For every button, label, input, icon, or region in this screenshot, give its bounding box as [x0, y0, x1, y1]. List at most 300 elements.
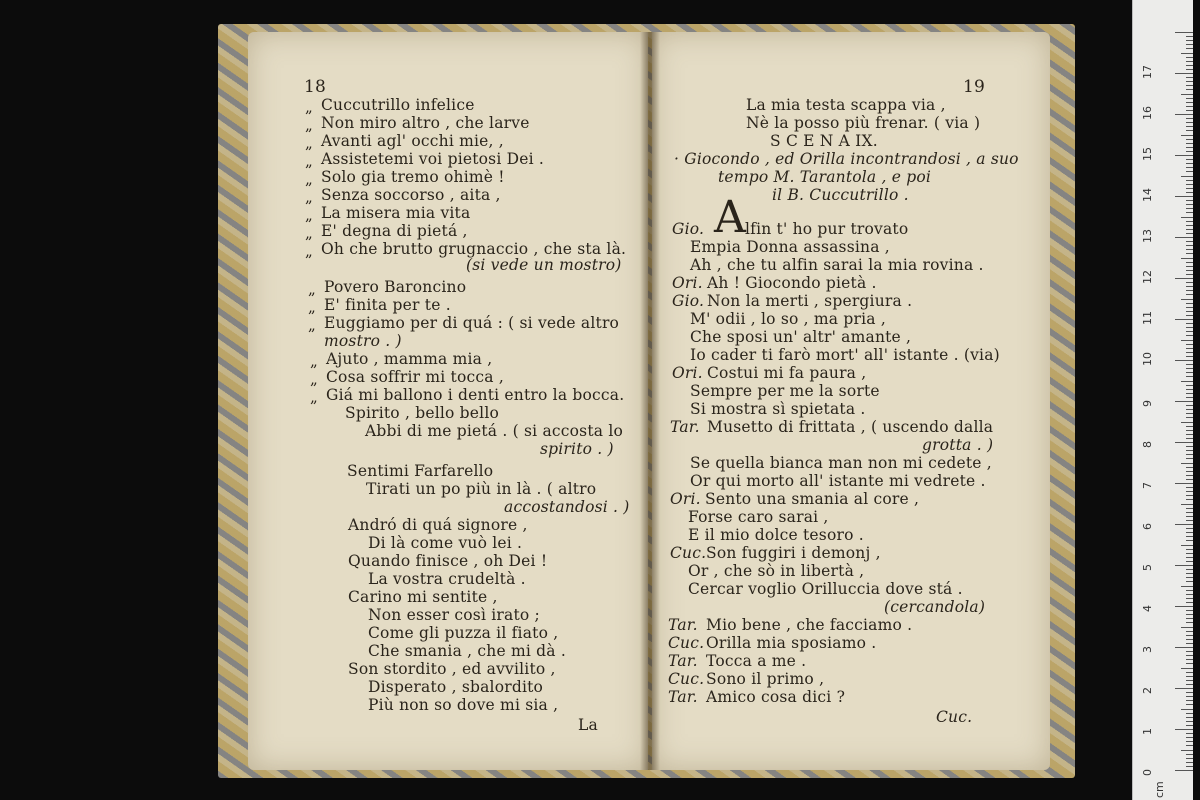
ruler-tick: [1186, 282, 1193, 283]
ruler-tick: [1186, 520, 1193, 521]
ruler-number: 4: [1141, 605, 1154, 612]
right-page-text-line: Or qui morto all' istante mi vedrete .: [690, 472, 986, 490]
ruler-tick: [1186, 491, 1193, 492]
ruler-number: 10: [1141, 352, 1154, 366]
ruler-tick: [1186, 516, 1193, 517]
ruler-tick: [1186, 663, 1193, 664]
ruler-tick: [1186, 721, 1193, 722]
ruler-tick: [1186, 540, 1193, 541]
ruler-tick: [1186, 200, 1193, 201]
ruler-tick: [1186, 704, 1193, 705]
right-page-text-line: Sono il primo ,: [706, 670, 825, 688]
right-page-text-line: Tar.: [668, 688, 698, 706]
right-page-text-line: (cercandola): [884, 598, 986, 616]
ruler-tick: [1181, 504, 1193, 505]
ruler-tick: [1186, 733, 1193, 734]
ruler-tick: [1186, 446, 1193, 447]
ruler-tick: [1186, 643, 1193, 644]
left-page-text-line: Che smania , che mi dà .: [368, 642, 566, 660]
ruler-tick: [1186, 672, 1193, 673]
ruler-tick: [1186, 364, 1193, 365]
ruler-tick: [1186, 376, 1193, 377]
left-page-quote-mark: „: [305, 206, 313, 224]
ruler-tick: [1186, 610, 1193, 611]
ruler-tick: [1186, 262, 1193, 263]
left-page-text-line: Assistetemi voi pietosi Dei .: [321, 150, 545, 168]
left-page-text-line: Quando finisce , oh Dei !: [348, 552, 548, 570]
ruler-tick: [1186, 241, 1193, 242]
ruler-tick: [1186, 147, 1193, 148]
ruler-tick: [1175, 155, 1193, 156]
ruler-tick: [1186, 290, 1193, 291]
ruler-tick: [1186, 745, 1193, 746]
ruler-tick: [1175, 565, 1193, 566]
ruler-tick: [1186, 758, 1193, 759]
ruler-tick: [1186, 204, 1193, 205]
ruler-tick: [1186, 762, 1193, 763]
ruler-tick: [1186, 61, 1193, 62]
ruler-tick: [1175, 770, 1193, 771]
left-page-quote-mark: „: [308, 298, 316, 316]
ruler-tick: [1186, 286, 1193, 287]
ruler-tick: [1186, 184, 1193, 185]
left-page-text-line: Ajuto , mamma mia ,: [326, 350, 493, 368]
ruler-tick: [1186, 508, 1193, 509]
ruler-number: 15: [1141, 147, 1154, 161]
ruler-tick: [1186, 651, 1193, 652]
ruler-tick: [1186, 561, 1193, 562]
ruler-tick: [1186, 700, 1193, 701]
left-page-text-line: E' degna di pietá ,: [321, 222, 468, 240]
ruler-tick: [1186, 167, 1193, 168]
ruler-tick: [1186, 397, 1193, 398]
ruler-tick: [1175, 196, 1193, 197]
left-page-text-line: accostandosi . ): [504, 498, 630, 516]
left-page-text-line: La: [578, 716, 598, 734]
right-page-text-line: Cuc.: [936, 708, 973, 726]
ruler-tick: [1186, 126, 1193, 127]
ruler-tick: [1186, 532, 1193, 533]
left-page-text-line: Più non so dove mi sia ,: [368, 696, 559, 714]
ruler-tick: [1186, 557, 1193, 558]
book-gutter: [640, 32, 660, 770]
ruler-tick: [1186, 659, 1193, 660]
ruler-tick: [1175, 401, 1193, 402]
right-page-text-line: Amico cosa dici ?: [706, 688, 846, 706]
ruler-tick: [1175, 278, 1193, 279]
left-page-text-line: Abbi di me pietá . ( si accosta lo: [365, 422, 624, 440]
ruler-tick: [1186, 713, 1193, 714]
right-page-text-line: il B. Cuccutrillo .: [772, 186, 909, 204]
left-page-text-line: Tirati un po più in là . ( altro: [366, 480, 597, 498]
left-page-text-line: La vostra crudeltà .: [368, 570, 526, 588]
left-page-quote-mark: „: [305, 134, 313, 152]
right-page-text-line: Cercar voglio Orilluccia dove stá .: [688, 580, 963, 598]
left-page-text-line: Solo gia tremo ohimè !: [321, 168, 505, 186]
ruler-tick: [1181, 463, 1193, 464]
right-page-text-line: Sempre per me la sorte: [690, 382, 880, 400]
ruler-tick: [1186, 81, 1193, 82]
left-page-quote-mark: „: [310, 352, 318, 370]
ruler-number: 14: [1141, 188, 1154, 202]
ruler-tick: [1175, 729, 1193, 730]
ruler-tick: [1186, 618, 1193, 619]
left-page-text-line: Come gli puzza il fiato ,: [368, 624, 559, 642]
ruler-tick: [1186, 212, 1193, 213]
ruler-number: 7: [1141, 482, 1154, 489]
left-page-quote-mark: „: [310, 388, 318, 406]
ruler-tick: [1186, 577, 1193, 578]
ruler-tick: [1175, 524, 1193, 525]
left-page-quote-mark: „: [305, 98, 313, 116]
ruler-tick: [1186, 274, 1193, 275]
ruler-tick: [1175, 647, 1193, 648]
left-page-quote-mark: „: [308, 280, 316, 298]
left-page-text-line: mostro . ): [324, 332, 402, 350]
ruler-tick: [1186, 40, 1193, 41]
left-page-quote-mark: „: [305, 188, 313, 206]
left-page-quote-mark: „: [305, 224, 313, 242]
ruler-tick: [1186, 327, 1193, 328]
ruler-tick: [1186, 413, 1193, 414]
ruler-tick: [1186, 77, 1193, 78]
right-page-text-line: Or , che sò in libertà ,: [688, 562, 865, 580]
right-page-text-line: Cuc.: [668, 634, 705, 652]
ruler-tick: [1186, 188, 1193, 189]
right-page-text-line: Forse caro sarai ,: [688, 508, 829, 526]
ruler-tick: [1186, 36, 1193, 37]
ruler-tick: [1181, 545, 1193, 546]
left-page-text-line: Disperato , sbalordito: [368, 678, 544, 696]
ruler-tick: [1186, 454, 1193, 455]
ruler-tick: [1175, 688, 1193, 689]
ruler-tick: [1181, 217, 1193, 218]
right-page-text-line: Tocca a me .: [706, 652, 807, 670]
ruler-tick: [1186, 233, 1193, 234]
ruler-tick: [1186, 225, 1193, 226]
left-page-text-line: Senza soccorso , aita ,: [321, 186, 501, 204]
ruler-tick: [1186, 573, 1193, 574]
ruler-tick: [1186, 151, 1193, 152]
right-page-text-line: Son fuggiri i demonj ,: [706, 544, 881, 562]
ruler-tick: [1186, 635, 1193, 636]
ruler-tick: [1175, 237, 1193, 238]
left-page-text-line: Andró di quá signore ,: [348, 516, 528, 534]
ruler-tick: [1186, 458, 1193, 459]
ruler-tick: [1181, 668, 1193, 669]
ruler-tick: [1186, 434, 1193, 435]
ruler-tick: [1186, 655, 1193, 656]
ruler-number: 3: [1141, 646, 1154, 653]
ruler-tick: [1186, 118, 1193, 119]
left-page-text-line: Cosa soffrir mi tocca ,: [326, 368, 504, 386]
right-page-text-line: Gio.: [672, 292, 705, 310]
ruler-tick: [1186, 409, 1193, 410]
left-page-quote-mark: „: [310, 370, 318, 388]
left-page-text-line: Povero Baroncino: [324, 278, 467, 296]
ruler-tick: [1186, 266, 1193, 267]
ruler-tick: [1186, 335, 1193, 336]
left-page-text-line: Non esser così irato ;: [368, 606, 540, 624]
ruler-tick: [1186, 48, 1193, 49]
ruler-tick: [1186, 139, 1193, 140]
ruler-tick: [1186, 98, 1193, 99]
ruler-tick: [1186, 614, 1193, 615]
right-page-text-line: Si mostra sì spietata .: [690, 400, 866, 418]
ruler-tick: [1186, 180, 1193, 181]
ruler-tick: [1186, 311, 1193, 312]
ruler-number: 9: [1141, 400, 1154, 407]
left-page-text-line: Non miro altro , che larve: [321, 114, 530, 132]
ruler-tick: [1175, 442, 1193, 443]
ruler-tick: [1175, 319, 1193, 320]
ruler-tick: [1186, 393, 1193, 394]
ruler-tick: [1186, 303, 1193, 304]
left-page-text-line: Cuccutrillo infelice: [321, 96, 475, 114]
left-page-text-line: E' finita per te .: [324, 296, 451, 314]
left-page-quote-mark: „: [305, 242, 313, 260]
drop-cap: A: [714, 192, 746, 243]
ruler-tick: [1175, 32, 1193, 33]
ruler-tick: [1186, 171, 1193, 172]
right-page-text-line: Costui mi fa paura ,: [707, 364, 867, 382]
right-page-text-line: M' odii , lo so , ma pria ,: [690, 310, 886, 328]
ruler-tick: [1186, 684, 1193, 685]
ruler-tick: [1181, 176, 1193, 177]
ruler-tick: [1181, 53, 1193, 54]
ruler-tick: [1186, 344, 1193, 345]
ruler-tick: [1186, 499, 1193, 500]
ruler-number: 13: [1141, 229, 1154, 243]
right-page-text-line: Ori.: [672, 364, 703, 382]
ruler-tick: [1186, 57, 1193, 58]
right-page-text-line: Tar.: [668, 652, 698, 670]
ruler-tick: [1181, 94, 1193, 95]
ruler-tick: [1175, 73, 1193, 74]
left-page-number: 18: [304, 77, 327, 97]
ruler-tick: [1186, 352, 1193, 353]
ruler-tick: [1186, 766, 1193, 767]
ruler-tick: [1186, 680, 1193, 681]
ruler-number: 1: [1141, 728, 1154, 735]
right-page-text-line: grotta . ): [922, 436, 994, 454]
ruler-tick: [1186, 512, 1193, 513]
ruler-tick: [1186, 389, 1193, 390]
right-page-text-line: Gio.: [672, 220, 705, 238]
ruler-tick: [1186, 405, 1193, 406]
ruler-tick: [1186, 221, 1193, 222]
ruler-tick: [1186, 69, 1193, 70]
right-page-text-line: Nè la posso più frenar. ( via ): [746, 114, 981, 132]
ruler-tick: [1186, 495, 1193, 496]
right-page-text-line: La mia testa scappa via ,: [746, 96, 946, 114]
ruler-tick: [1186, 594, 1193, 595]
ruler-tick: [1181, 627, 1193, 628]
ruler-tick: [1186, 249, 1193, 250]
ruler-tick: [1175, 360, 1193, 361]
ruler-tick: [1186, 676, 1193, 677]
ruler-tick: [1186, 725, 1193, 726]
ruler-tick: [1186, 631, 1193, 632]
right-page-text-line: Ah ! Giocondo pietà .: [707, 274, 877, 292]
ruler-tick: [1186, 315, 1193, 316]
ruler-tick: [1186, 110, 1193, 111]
right-page-text-line: Mio bene , che facciamo .: [706, 616, 913, 634]
ruler-tick: [1186, 741, 1193, 742]
ruler-tick: [1186, 417, 1193, 418]
ruler-tick: [1186, 130, 1193, 131]
right-page-text-line: Musetto di frittata , ( uscendo dalla: [707, 418, 994, 436]
right-page-text-line: Se quella bianca man non mi cedete ,: [690, 454, 992, 472]
right-page-text-line: Cuc.: [668, 670, 705, 688]
ruler-tick: [1175, 114, 1193, 115]
right-page-text-line: S C E N A IX.: [770, 132, 878, 150]
ruler-tick: [1186, 192, 1193, 193]
ruler-tick: [1186, 487, 1193, 488]
left-page-text-line: Di là come vuò lei .: [368, 534, 523, 552]
right-page-text-line: Orilla mia sposiamo .: [706, 634, 877, 652]
ruler-tick: [1186, 102, 1193, 103]
ruler-tick: [1175, 483, 1193, 484]
ruler-tick: [1186, 692, 1193, 693]
ruler-tick: [1186, 348, 1193, 349]
ruler-tick: [1186, 467, 1193, 468]
ruler-tick: [1186, 536, 1193, 537]
ruler-number: 6: [1141, 523, 1154, 530]
left-page-text-line: Avanti agl' occhi mie, ,: [321, 132, 504, 150]
ruler-tick: [1186, 44, 1193, 45]
ruler-tick: [1186, 471, 1193, 472]
right-page-text-line: Tar.: [668, 616, 698, 634]
ruler-tick: [1186, 479, 1193, 480]
ruler-tick: [1186, 549, 1193, 550]
ruler-tick: [1186, 430, 1193, 431]
left-page-text-line: Oh che brutto grugnaccio , che sta là.: [321, 240, 627, 258]
ruler-tick: [1186, 528, 1193, 529]
ruler-tick: [1186, 245, 1193, 246]
ruler-tick: [1186, 450, 1193, 451]
right-page-text-line: E il mio dolce tesoro .: [688, 526, 864, 544]
left-page-text-line: Giá mi ballono i denti entro la bocca.: [326, 386, 625, 404]
right-page-text-line: Sento una smania al core ,: [705, 490, 920, 508]
left-page-text-line: Son stordito , ed avvilito ,: [348, 660, 556, 678]
left-page-quote-mark: „: [308, 316, 316, 334]
ruler-tick: [1186, 159, 1193, 160]
ruler-unit-label: cm: [1153, 781, 1166, 798]
ruler-tick: [1186, 553, 1193, 554]
right-page-text-line: · Giocondo , ed Orilla incontrandosi , a suo: [674, 150, 1019, 168]
right-page-text-line: Ah , che tu alfin sarai la mia rovina .: [690, 256, 984, 274]
ruler-tick: [1186, 294, 1193, 295]
ruler-tick: [1186, 696, 1193, 697]
right-page-text-line: lfin t' ho pur trovato: [745, 220, 909, 238]
ruler-tick: [1186, 622, 1193, 623]
left-page-text-line: spirito . ): [540, 440, 614, 458]
left-page-text-line: Carino mi sentite ,: [348, 588, 498, 606]
ruler-number: 16: [1141, 106, 1154, 120]
ruler-tick: [1181, 381, 1193, 382]
right-page-text-line: Non la merti , spergiura .: [707, 292, 913, 310]
ruler-number: 0: [1141, 769, 1154, 776]
ruler-tick: [1186, 475, 1193, 476]
ruler-tick: [1186, 372, 1193, 373]
right-page-text-line: Ori.: [672, 274, 703, 292]
ruler-tick: [1186, 368, 1193, 369]
left-page-text-line: Euggiamo per di quá : ( si vede altro: [324, 314, 620, 332]
ruler-tick: [1186, 143, 1193, 144]
ruler-tick: [1186, 85, 1193, 86]
ruler-tick: [1186, 307, 1193, 308]
ruler-tick: [1186, 323, 1193, 324]
ruler-number: 8: [1141, 441, 1154, 448]
ruler-tick: [1186, 602, 1193, 603]
ruler-tick: [1181, 750, 1193, 751]
left-page-quote-mark: „: [305, 170, 313, 188]
ruler-tick: [1186, 122, 1193, 123]
ruler-tick: [1186, 581, 1193, 582]
ruler-number: 11: [1141, 311, 1154, 325]
ruler-number: 2: [1141, 687, 1154, 694]
ruler-tick: [1186, 208, 1193, 209]
ruler-tick: [1186, 229, 1193, 230]
ruler-tick: [1186, 590, 1193, 591]
ruler-tick: [1186, 598, 1193, 599]
ruler-tick: [1181, 135, 1193, 136]
left-page-text-line: La misera mia vita: [321, 204, 471, 222]
ruler-tick: [1181, 586, 1193, 587]
ruler-tick: [1186, 569, 1193, 570]
ruler-tick: [1181, 422, 1193, 423]
right-page-text-line: Cuc.: [670, 544, 707, 562]
ruler-tick: [1186, 737, 1193, 738]
ruler-number: 17: [1141, 65, 1154, 79]
ruler-tick: [1186, 754, 1193, 755]
right-page-text-line: Empia Donna assassina ,: [690, 238, 890, 256]
left-page-quote-mark: „: [305, 116, 313, 134]
left-page-text-line: (si vede un mostro): [466, 256, 622, 274]
ruler-tick: [1186, 717, 1193, 718]
ruler-tick: [1186, 426, 1193, 427]
ruler-tick: [1186, 639, 1193, 640]
ruler-tick: [1186, 163, 1193, 164]
ruler-tick: [1175, 606, 1193, 607]
measuring-ruler: [1132, 0, 1193, 800]
ruler-tick: [1186, 438, 1193, 439]
ruler-tick: [1186, 270, 1193, 271]
right-page-text-line: Che sposi un' altr' amante ,: [690, 328, 912, 346]
ruler-tick: [1186, 106, 1193, 107]
ruler-tick: [1181, 340, 1193, 341]
ruler-tick: [1186, 356, 1193, 357]
ruler-tick: [1186, 385, 1193, 386]
ruler-tick: [1186, 65, 1193, 66]
ruler-number: 12: [1141, 270, 1154, 284]
ruler-tick: [1186, 331, 1193, 332]
ruler-number: 5: [1141, 564, 1154, 571]
right-page-text-line: Ori.: [670, 490, 701, 508]
ruler-tick: [1181, 258, 1193, 259]
right-page-number: 19: [963, 77, 986, 97]
ruler-tick: [1186, 253, 1193, 254]
left-page-quote-mark: „: [305, 152, 313, 170]
right-page-text-line: Tar.: [670, 418, 700, 436]
right-page-text-line: tempo M. Tarantola , e poi: [718, 168, 932, 186]
left-page-text-line: Spirito , bello bello: [345, 404, 500, 422]
ruler-tick: [1181, 709, 1193, 710]
left-page-text-line: Sentimi Farfarello: [347, 462, 494, 480]
ruler-tick: [1186, 89, 1193, 90]
right-page-text-line: Io cader ti farò mort' all' istante . (via): [690, 346, 1000, 364]
